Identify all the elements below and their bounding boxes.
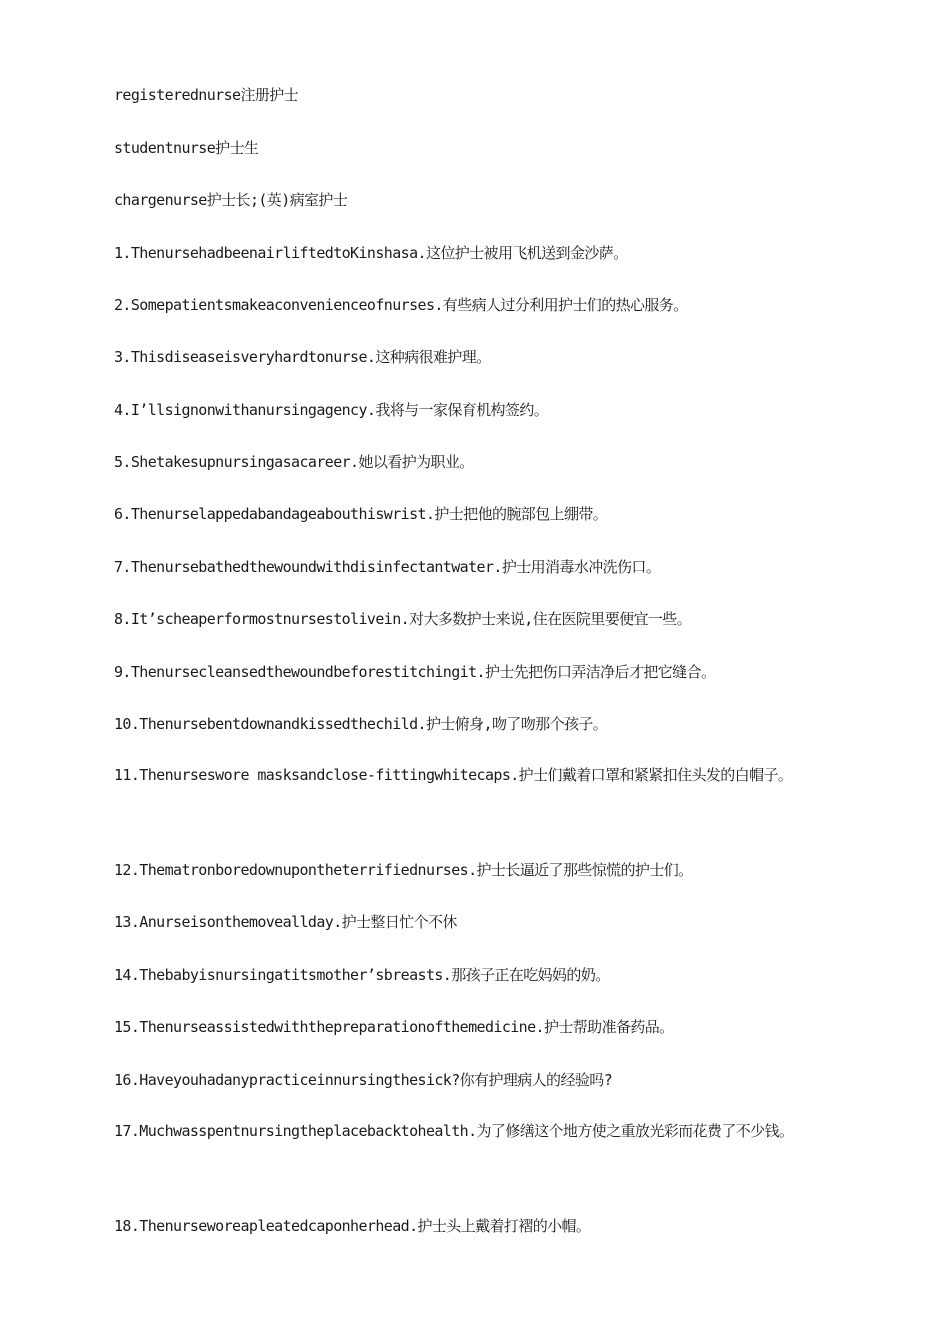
example-sentence: 8.It’scheaperformostnursestolivein.对大多数护士来说,住在医院里要便宜一些。 (114, 610, 692, 628)
example-sentence: 6.Thenurselappedabandageabouthiswrist.护士把他的腕部包上绷带。 (114, 505, 608, 523)
example-sentence: 7.Thenursebathedthewoundwithdisinfectantwater.护士用消毒水冲洗伤口。 (114, 558, 661, 576)
example-sentence: 15.Thenurseassistedwiththepreparationofthemedicine.护士帮助准备药品。 (114, 1018, 674, 1036)
example-sentence: 13.Anurseisonthemoveallday.护士整日忙个不休 (114, 913, 457, 931)
term-line: studentnurse护士生 (114, 139, 259, 157)
example-sentence: 11.Thenurseswore masksandclose-fittingwhitecaps.护士们戴着口罩和紧紧扣住头发的白帽子。 (114, 766, 793, 784)
example-sentence: 2.Somepatientsmakeaconvenienceofnurses.有些病人过分利用护士们的热心服务。 (114, 296, 688, 314)
term-line: chargenurse护士长;(英)病室护士 (114, 191, 348, 209)
example-sentence: 17.Muchwasspentnursingtheplacebacktohealth.为了修缮这个地方使之重放光彩而花费了不少钱。 (114, 1122, 794, 1140)
example-sentence: 1.ThenursehadbeenairliftedtoKinshasa.这位护士被用飞机送到金沙萨。 (114, 244, 628, 262)
term-line: registerednurse注册护士 (114, 86, 299, 104)
example-sentence: 14.Thebabyisnursingatitsmother’sbreasts.那孩子正在吃妈妈的奶。 (114, 966, 610, 984)
example-sentence: 3.Thisdiseaseisveryhardtonurse.这种病很难护理。 (114, 348, 491, 366)
example-sentence: 12.Thematronboredownupontheterrifiednurses.护士长逼近了那些惊慌的护士们。 (114, 861, 693, 879)
example-sentence: 10.Thenursebentdownandkissedthechild.护士俯身,吻了吻那个孩子。 (114, 715, 608, 733)
example-sentence: 5.Shetakesupnursingasacareer.她以看护为职业。 (114, 453, 474, 471)
example-sentence: 4.I’llsignonwithanursingagency.我将与一家保育机构签约。 (114, 401, 549, 419)
example-sentence: 16.Haveyouhadanypracticeinnursingthesick?你有护理病人的经验吗? (114, 1071, 613, 1089)
example-sentence: 18.Thenurseworeapleatedcaponherhead.护士头上戴着打褶的小帽。 (114, 1217, 591, 1235)
example-sentence: 9.Thenursecleansedthewoundbeforestitchingit.护士先把伤口弄洁净后才把它缝合。 (114, 663, 716, 681)
